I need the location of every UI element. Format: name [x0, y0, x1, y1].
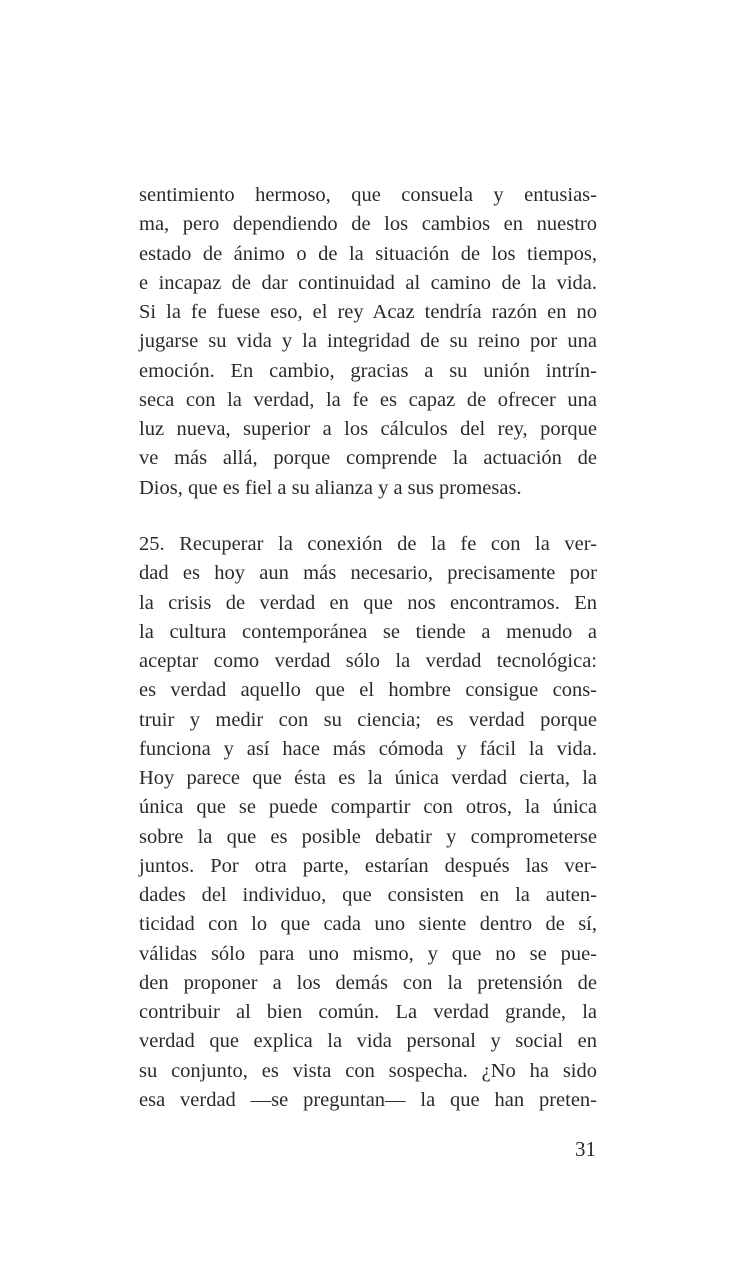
page-number: 31	[575, 1137, 596, 1161]
text-line: la cultura contemporánea se tiende a menudo a	[139, 620, 597, 643]
text-line: e incapaz de dar continuidad al camino de la vida.	[139, 271, 597, 294]
text-line: válidas sólo para uno mismo, y que no se pue-	[139, 942, 597, 965]
text-line: ve más allá, porque comprende la actuación de	[139, 447, 597, 470]
text-line: esa verdad —se preguntan— la que han preten-	[139, 1088, 597, 1111]
text-line: 25. Recuperar la conexión de la fe con la ver-	[139, 533, 597, 555]
text-line: es verdad aquello que el hombre consigue cons-	[139, 679, 597, 702]
text-line: juntos. Por otra parte, estarían después las ver-	[139, 854, 597, 877]
text-line: sentimiento hermoso, que consuela y entusias-	[139, 184, 597, 206]
text-line: emoción. En cambio, gracias a su unión intrín-	[139, 359, 597, 382]
text-line: luz nueva, superior a los cálculos del rey, porque	[139, 418, 597, 440]
text-line: truir y medir con su ciencia; es verdad porque	[139, 708, 597, 731]
text-line: estado de ánimo o de la situación de los tiempos,	[139, 242, 597, 265]
text-line: verdad que explica la vida personal y social en	[139, 1030, 597, 1053]
text-line: única que se puede compartir con otros, la única	[139, 796, 597, 819]
text-line: Dios, que es fiel a su alianza y a sus promesas.	[139, 476, 522, 499]
text-line: seca con la verdad, la fe es capaz de ofrecer una	[139, 388, 597, 411]
text-line: dades del individuo, que consisten en la auten-	[139, 884, 597, 906]
text-line: dad es hoy aun más necesario, precisamente por	[139, 562, 597, 585]
text-line: ticidad con lo que cada uno siente dentro de sí,	[139, 913, 597, 936]
text-line: contribuir al bien común. La verdad grande, la	[139, 1001, 597, 1023]
text-line: Si la fe fuese eso, el rey Acaz tendría razón en no	[139, 301, 597, 323]
text-line: aceptar como verdad sólo la verdad tecnológica:	[139, 650, 597, 672]
text-line: jugarse su vida y la integridad de su reino por una	[139, 330, 597, 353]
text-line: funciona y así hace más cómoda y fácil la vida.	[139, 737, 597, 760]
text-line: la crisis de verdad en que nos encontramos. En	[139, 591, 597, 614]
text-line: sobre la que es posible debatir y comprometerse	[139, 825, 597, 848]
paragraph-2	[139, 530, 597, 1115]
text-line: su conjunto, es vista con sospecha. ¿No ha sido	[139, 1059, 597, 1082]
paragraph-1	[139, 181, 597, 503]
text-line: Hoy parece que ésta es la única verdad cierta, la	[139, 767, 597, 789]
text-line: ma, pero dependiendo de los cambios en nuestro	[139, 213, 597, 236]
text-line: den proponer a los demás con la pretensión de	[139, 971, 597, 994]
